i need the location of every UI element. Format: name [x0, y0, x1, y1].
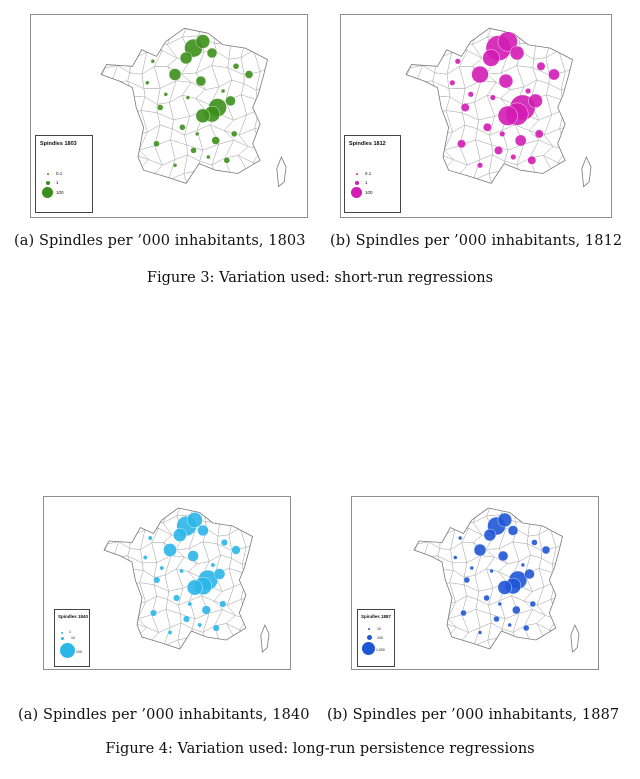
subcaption-1803: (a) Spindles per ’000 inhabitants, 1803: [14, 233, 306, 249]
legend-marker-large: [60, 643, 75, 658]
figure-3-caption: Figure 3: Variation used: short-run regressions: [146, 270, 494, 286]
legend-label: 1: [56, 180, 59, 185]
figure-4-caption: Figure 4: Variation used: long-run persistence regressions: [105, 741, 535, 757]
legend-title: Spindles 1887: [361, 614, 392, 619]
legend-label: 10: [71, 636, 75, 640]
legend-title: Spindles 1803: [40, 141, 77, 147]
legend-marker-small: [47, 173, 49, 175]
legend-marker-medium: [46, 181, 50, 185]
legend-marker-medium: [355, 181, 359, 185]
map-legend: [357, 609, 395, 667]
map-panel-1840: [43, 496, 291, 670]
map-panel-1803: [30, 14, 308, 218]
map-legend: [35, 135, 93, 213]
legend-label: 100: [56, 190, 64, 195]
legend-label: 100: [76, 650, 82, 654]
legend-marker-small: [356, 173, 358, 175]
map-panel-1887: [351, 496, 599, 670]
legend-marker-large: [42, 187, 53, 198]
legend-marker-medium: [367, 635, 372, 640]
map-legend: [344, 135, 401, 213]
legend-label: 100: [365, 190, 373, 195]
legend-title: Spindles 1840: [58, 614, 89, 619]
subcaption-1840: (a) Spindles per ’000 inhabitants, 1840: [18, 707, 310, 723]
map-panel-1812: [340, 14, 612, 218]
legend-label: 0.1: [56, 171, 63, 176]
legend-label: 10: [377, 627, 381, 631]
legend-title: Spindles 1812: [349, 141, 386, 147]
legend-marker-large: [351, 187, 362, 198]
subcaption-1887: (b) Spindles per ’000 inhabitants, 1887: [327, 707, 620, 723]
legend-marker-medium: [61, 637, 64, 640]
legend-marker-small: [61, 632, 63, 634]
legend-label: 1,000: [376, 648, 385, 652]
map-legend: [54, 609, 90, 667]
legend-label: 1: [69, 630, 71, 634]
legend-label: 100: [377, 636, 383, 640]
legend-marker-large: [362, 642, 375, 655]
legend-label: 0.1: [365, 171, 372, 176]
legend-marker-small: [368, 628, 370, 630]
legend-label: 1: [365, 180, 368, 185]
subcaption-1812: (b) Spindles per ’000 inhabitants, 1812: [330, 233, 623, 249]
